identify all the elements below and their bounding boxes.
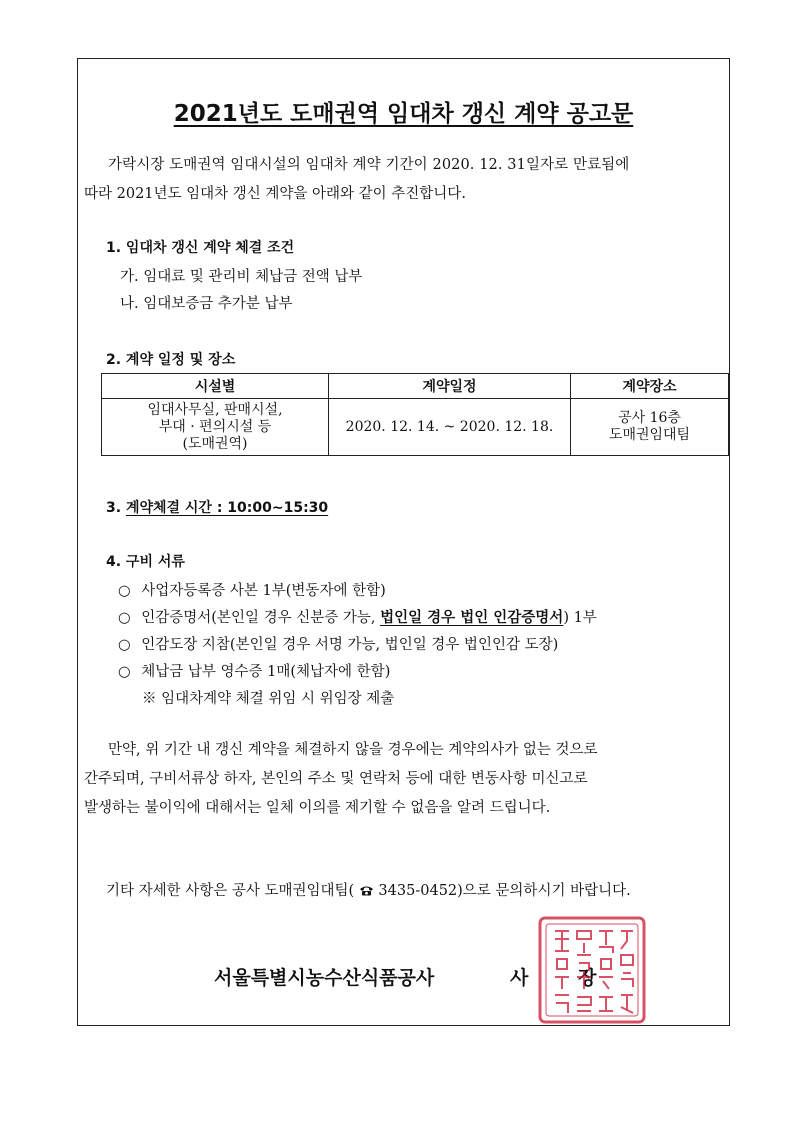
closing-line-2: 간주되며, 구비서류상 하자, 본인의 주소 및 연락처 등에 대한 변동사항 미신고로 bbox=[84, 771, 588, 787]
closing-line-3: 발생하는 불이익에 대해서는 일체 이의를 제기할 수 없음을 알려 드립니다. bbox=[84, 800, 551, 816]
official-seal-stamp bbox=[537, 915, 647, 1025]
section-1-item-a: 가. 임대료 및 관리비 체납금 전액 납부 bbox=[120, 269, 363, 285]
section-3-number: 3. bbox=[106, 500, 122, 516]
table-header-schedule: 계약일정 bbox=[329, 374, 571, 399]
table-header-place: 계약장소 bbox=[571, 374, 729, 399]
contact-line: 기타 자세한 사항은 공사 도매권임대팀( 3435-0452)으로 문의하시기 바랍니다. bbox=[106, 883, 631, 899]
bullet-icon: ○ bbox=[118, 610, 131, 626]
delegation-note: ※ 임대차계약 체결 위임 시 위임장 제출 bbox=[142, 691, 395, 707]
signature-title-second: 장 bbox=[578, 967, 597, 989]
table-header-row bbox=[102, 374, 729, 399]
corporate-seal-certificate-emphasis: 법인일 경우 법인 인감증명서 bbox=[380, 610, 564, 626]
document-item-4: ○ 체납금 납부 영수증 1매(체납자에 한함) bbox=[118, 664, 391, 680]
schedule-table bbox=[101, 373, 729, 456]
facility-line-3: (도매권역) bbox=[182, 435, 248, 452]
table-cell-facility bbox=[102, 399, 329, 456]
closing-line-1: 만약, 위 기간 내 갱신 계약을 체결하지 않을 경우에는 계약의사가 없는 것으로 bbox=[108, 742, 598, 758]
seal-icon bbox=[537, 915, 647, 1025]
table-cell-place bbox=[571, 399, 729, 456]
closing-paragraph bbox=[84, 736, 726, 823]
facility-line-1: 임대사무실, 판매시설, bbox=[147, 401, 283, 418]
place-line-2: 도매권임대팀 bbox=[608, 427, 691, 443]
place-line-1: 공사 16층 bbox=[618, 410, 681, 426]
table-row bbox=[102, 399, 729, 456]
notice-frame bbox=[77, 58, 730, 1026]
intro-line-2: 따라 2021년도 임대차 갱신 계약을 아래와 같이 추진합니다. bbox=[84, 186, 466, 202]
table-header-facility: 시설별 bbox=[102, 374, 329, 399]
intro-paragraph bbox=[84, 151, 726, 209]
section-1-heading: 1. 임대차 갱신 계약 체결 조건 bbox=[106, 240, 295, 256]
bullet-icon: ○ bbox=[118, 637, 131, 653]
page-title: 2021년도 도매권역 임대차 갱신 계약 공고문 bbox=[173, 101, 634, 127]
section-1-item-b: 나. 임대보증금 추가분 납부 bbox=[120, 296, 293, 312]
document-item-2: ○ 인감증명서(본인일 경우 신분증 가능, 법인일 경우 법인 인감증명서) 1부 bbox=[118, 610, 597, 626]
bullet-icon: ○ bbox=[118, 583, 131, 599]
section-4-heading: 4. 구비 서류 bbox=[106, 554, 185, 570]
bullet-icon: ○ bbox=[118, 664, 131, 680]
signature-organization: 서울특별시농수산식품공사 bbox=[214, 967, 435, 989]
section-3-text: 계약체결 시간 : 10:00∼15:30 bbox=[125, 500, 329, 516]
signature-title-first: 사 bbox=[510, 967, 529, 989]
document-item-3: ○ 인감도장 지참(본인일 경우 서명 가능, 법인일 경우 법인인감 도장) bbox=[118, 637, 559, 653]
intro-line-1: 가락시장 도매권역 임대시설의 임대차 계약 기간이 2020. 12. 31일자로 만료됨에 bbox=[108, 157, 630, 173]
document-item-1: ○ 사업자등록증 사본 1부(변동자에 한함) bbox=[118, 583, 386, 599]
section-2-heading: 2. 계약 일정 및 장소 bbox=[106, 352, 236, 368]
facility-line-2: 부대 · 편의시설 등 bbox=[158, 418, 272, 435]
section-3-heading bbox=[106, 497, 328, 517]
phone-icon bbox=[354, 883, 374, 899]
table-cell-schedule: 2020. 12. 14. ~ 2020. 12. 18. bbox=[329, 399, 571, 456]
